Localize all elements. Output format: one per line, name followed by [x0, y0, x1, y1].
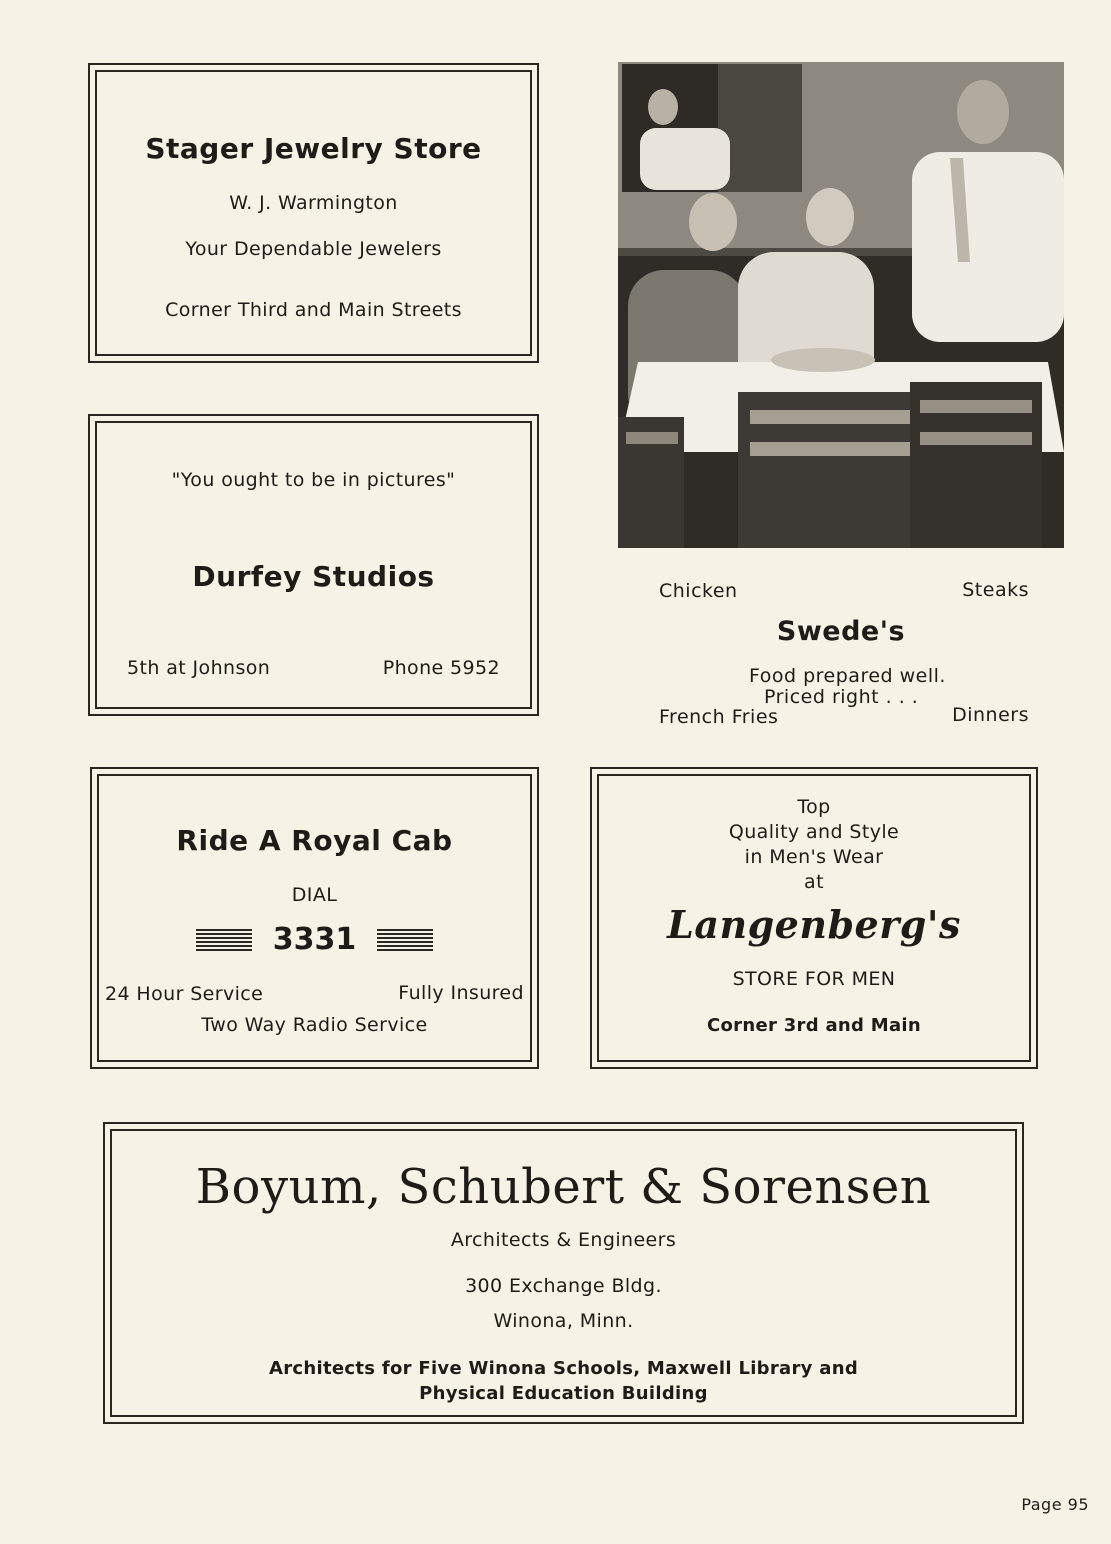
boyum-profession: Architects & Engineers	[450, 1229, 677, 1251]
boyum-note2: Physical Education Building	[419, 1383, 708, 1404]
restaurant-photo-illustration	[618, 62, 1064, 548]
stager-jewelry-ad	[88, 63, 539, 363]
boyum-address1: 300 Exchange Bldg.	[465, 1275, 662, 1297]
stager-ad-inner-border	[95, 70, 532, 356]
durfey-name: Durfey Studios	[192, 560, 435, 593]
langenberg-line1: Top	[797, 796, 831, 818]
left-stripes-ornament	[196, 929, 252, 951]
langenberg-logo: Langenberg's	[667, 902, 961, 947]
royal-cab-name: Ride A Royal Cab	[176, 824, 453, 857]
langenberg-line4: at	[804, 871, 824, 893]
durfey-quote: "You ought to be in pictures"	[171, 469, 456, 491]
stager-tagline: Your Dependable Jewelers	[185, 238, 442, 260]
durfey-address: 5th at Johnson	[127, 657, 271, 679]
stager-address: Corner Third and Main Streets	[165, 299, 462, 321]
durfey-studios-ad	[88, 414, 539, 716]
page-number: Page 95	[1021, 1495, 1089, 1514]
boyum-address2: Winona, Minn.	[493, 1310, 634, 1332]
royal-cab-dial: DIAL	[291, 884, 338, 906]
royal-cab-ad	[90, 767, 539, 1069]
swedes-steaks: Steaks	[962, 579, 1029, 601]
royal-cab-hours: 24 Hour Service	[105, 983, 264, 1005]
swedes-name: Swede's	[776, 616, 906, 647]
swedes-line2: Priced right . . .	[764, 686, 919, 708]
royal-cab-radio: Two Way Radio Service	[201, 1014, 428, 1036]
swedes-line1: Food prepared well.	[749, 665, 946, 687]
langenberg-ad	[590, 767, 1038, 1069]
langenberg-ad-inner-border	[597, 774, 1031, 1062]
boyum-ad	[103, 1122, 1024, 1424]
boyum-ad-inner-border	[110, 1129, 1017, 1417]
stager-owner: W. J. Warmington	[229, 192, 398, 214]
swedes-fries: French Fries	[659, 706, 779, 728]
langenberg-line2: Quality and Style	[728, 821, 900, 843]
stager-name: Stager Jewelry Store	[145, 132, 482, 165]
boyum-name: Boyum, Schubert & Sorensen	[195, 1159, 932, 1215]
langenberg-address: Corner 3rd and Main	[706, 1015, 922, 1036]
royal-cab-ad-inner-border	[97, 774, 532, 1062]
durfey-phone: Phone 5952	[382, 657, 500, 679]
swedes-chicken: Chicken	[659, 580, 738, 602]
royal-cab-number-row	[99, 922, 530, 957]
boyum-note1: Architects for Five Winona Schools, Maxwell Library and	[268, 1358, 859, 1379]
langenberg-store: STORE FOR MEN	[732, 968, 896, 990]
royal-cab-insured: Fully Insured	[398, 982, 524, 1004]
swedes-dinners: Dinners	[952, 704, 1029, 726]
right-stripes-ornament	[377, 929, 433, 951]
restaurant-photo	[618, 62, 1064, 548]
durfey-ad-inner-border	[95, 421, 532, 709]
royal-cab-number: 3331	[272, 922, 357, 957]
langenberg-line3: in Men's Wear	[744, 846, 884, 868]
